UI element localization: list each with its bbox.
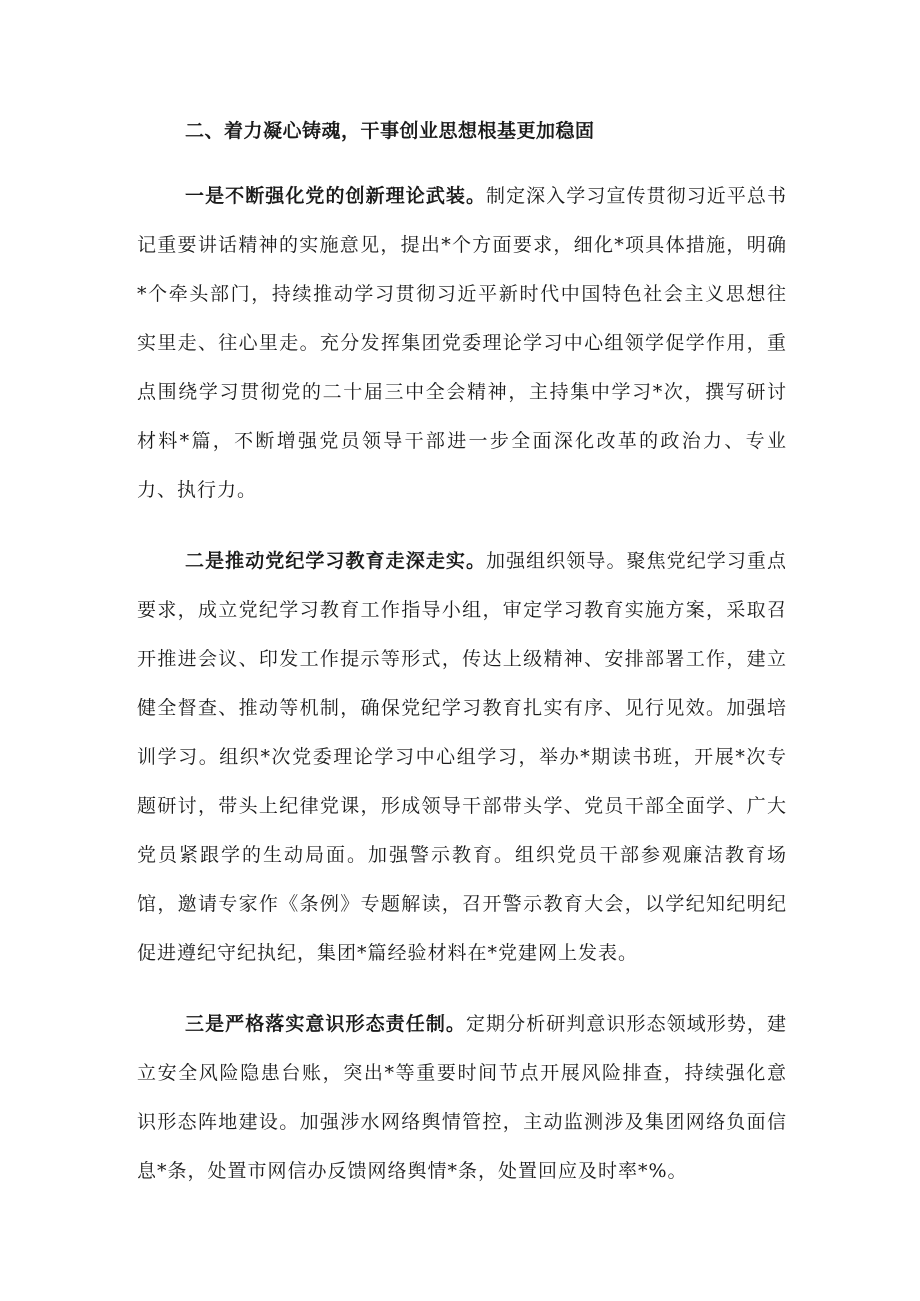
paragraph-2 [137, 537, 787, 978]
paragraph-1-lead: 一是不断强化党的创新理论武装。 [185, 185, 487, 207]
paragraph-1-body: 制定深入学习宣传贯彻习近平总书记重要讲话精神的实施意见，提出*个方面要求，细化*项具体措施，明确*个牵头部门，持续推动学习贯彻习近平新时代中国特色社会主义思想往实里走、往心里走。充分发挥集团党委理论学习中心组领学促学作用，重点围绕学习贯彻党的二十届三中全会精神，主持集中学习*次，撰写研讨材料*篇，不断增强党员领导干部进一步全面深化改革的政治力、专业力、执行力。 [137, 185, 787, 501]
paragraph-3-body: 定期分析研判意识形态领域形势，建立安全风险隐患台账，突出*等重要时间节点开展风险排查，持续强化意识形态阵地建设。加强涉水网络舆情管控，主动监测涉及集团网络负面信息*条，处置市网信办反馈网络舆情*条，处置回应及时率*%。 [137, 1013, 787, 1182]
paragraph-3-lead: 三是严格落实意识形态责任制。 [185, 1013, 466, 1035]
paragraph-2-body: 加强组织领导。聚焦党纪学习重点要求，成立党纪学习教育工作指导小组，审定学习教育实施方案，采取召开推进会议、印发工作提示等形式，传达上级精神、安排部署工作，建立健全督查、推动等机制，确保党纪学习教育扎实有序、见行见效。加强培训学习。组织*次党委理论学习中心组学习，举办*期读书班，开展*次专题研讨，带头上纪律党课，形成领导干部带头学、党员干部全面学、广大党员紧跟学的生动局面。加强警示教育。组织党员干部参观廉洁教育场馆，邀请专家作《条例》专题解读，召开警示教育大会，以学纪知纪明纪促进遵纪守纪执纪，集团*篇经验材料在*党建网上发表。 [137, 550, 787, 964]
section-heading: 二、着力凝心铸魂，干事创业思想根基更加稳固 [185, 120, 595, 142]
paragraph-2-lead: 二是推动党纪学习教育走深走实。 [185, 550, 487, 572]
document-body [137, 112, 787, 1196]
paragraph-3 [137, 1000, 787, 1196]
paragraph-1 [137, 172, 787, 515]
